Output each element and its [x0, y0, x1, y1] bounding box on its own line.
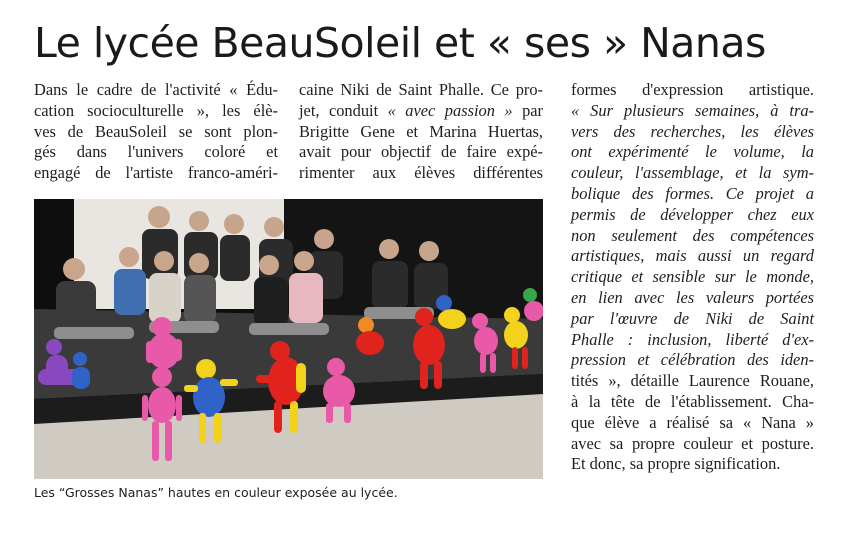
article-column-3: [571, 80, 814, 475]
column-3-line: par l'œuvre de Niki de Saint: [571, 308, 814, 328]
column-1-line: gés dans l'univers coloré et: [34, 142, 278, 162]
column-3-line: critique et sensible sur le monde,: [571, 267, 814, 287]
column-2-line: caine Niki de Saint Phalle. Ce pro-: [299, 80, 543, 99]
column-1-line: ves de BeauSoleil se sont plon-: [34, 121, 278, 141]
column-3-line: bolique des formes. Ce projet a: [571, 183, 814, 203]
column-2-line: avait pour objectif de faire expé-: [299, 142, 543, 162]
column-3-line: avec sa propre couleur et posture.: [571, 433, 814, 453]
column-3-line: artistiques, mais aussi un regard: [571, 246, 814, 266]
column-3-line: non seulement des compétences: [571, 225, 814, 245]
column-3-line: permis de développer chez eux: [571, 204, 814, 224]
column-3-line: à la tête de l'établissement. Cha-: [571, 391, 814, 411]
article-column-2: [299, 80, 543, 184]
column-3-line: ont expérimenté le volume, la: [571, 142, 814, 162]
column-3-line: en lien avec les valeurs portées: [571, 287, 814, 307]
photo-caption: Les “Grosses Nanas” hautes en couleur exposée au lycée.: [34, 485, 398, 500]
column-2-line: jet, conduit « avec passion » par: [299, 100, 544, 120]
column-1-line: engagé de l'artiste franco-améri-: [34, 163, 278, 183]
quote-emphasis: « avec passion »: [387, 100, 513, 120]
article-column-1: [34, 80, 278, 184]
column-3-line: couleur, l'assemblage, et la sym-: [571, 163, 814, 183]
column-3-line: que élève a réalisé sa « Nana »: [571, 412, 814, 432]
column-3-line: vers des recherches, les élèves: [571, 121, 814, 141]
column-3-line: Et donc, sa propre signification.: [571, 454, 781, 474]
column-2-line: rimenter aux élèves différentes: [299, 163, 543, 183]
column-3-line: pression et célébration des iden-: [571, 350, 814, 370]
photo-illustration: [34, 199, 543, 479]
column-3-line: formes d'expression artistique.: [571, 80, 814, 99]
column-3-line: Phalle : inclusion, liberté d'ex-: [571, 329, 814, 349]
column-3-line: « Sur plusieurs semaines, à tra-: [571, 100, 814, 120]
column-1-line: Dans le cadre de l'activité « Édu-: [34, 80, 278, 99]
column-1-line: cation socioculturelle », les élè-: [34, 100, 278, 120]
headline: Le lycée BeauSoleil et « ses » Nanas: [34, 19, 766, 67]
column-3-line: tités », détaille Laurence Rouane,: [571, 371, 814, 391]
article-photo: [34, 199, 543, 479]
column-2-line: Brigitte Gene et Marina Huertas,: [299, 121, 543, 141]
